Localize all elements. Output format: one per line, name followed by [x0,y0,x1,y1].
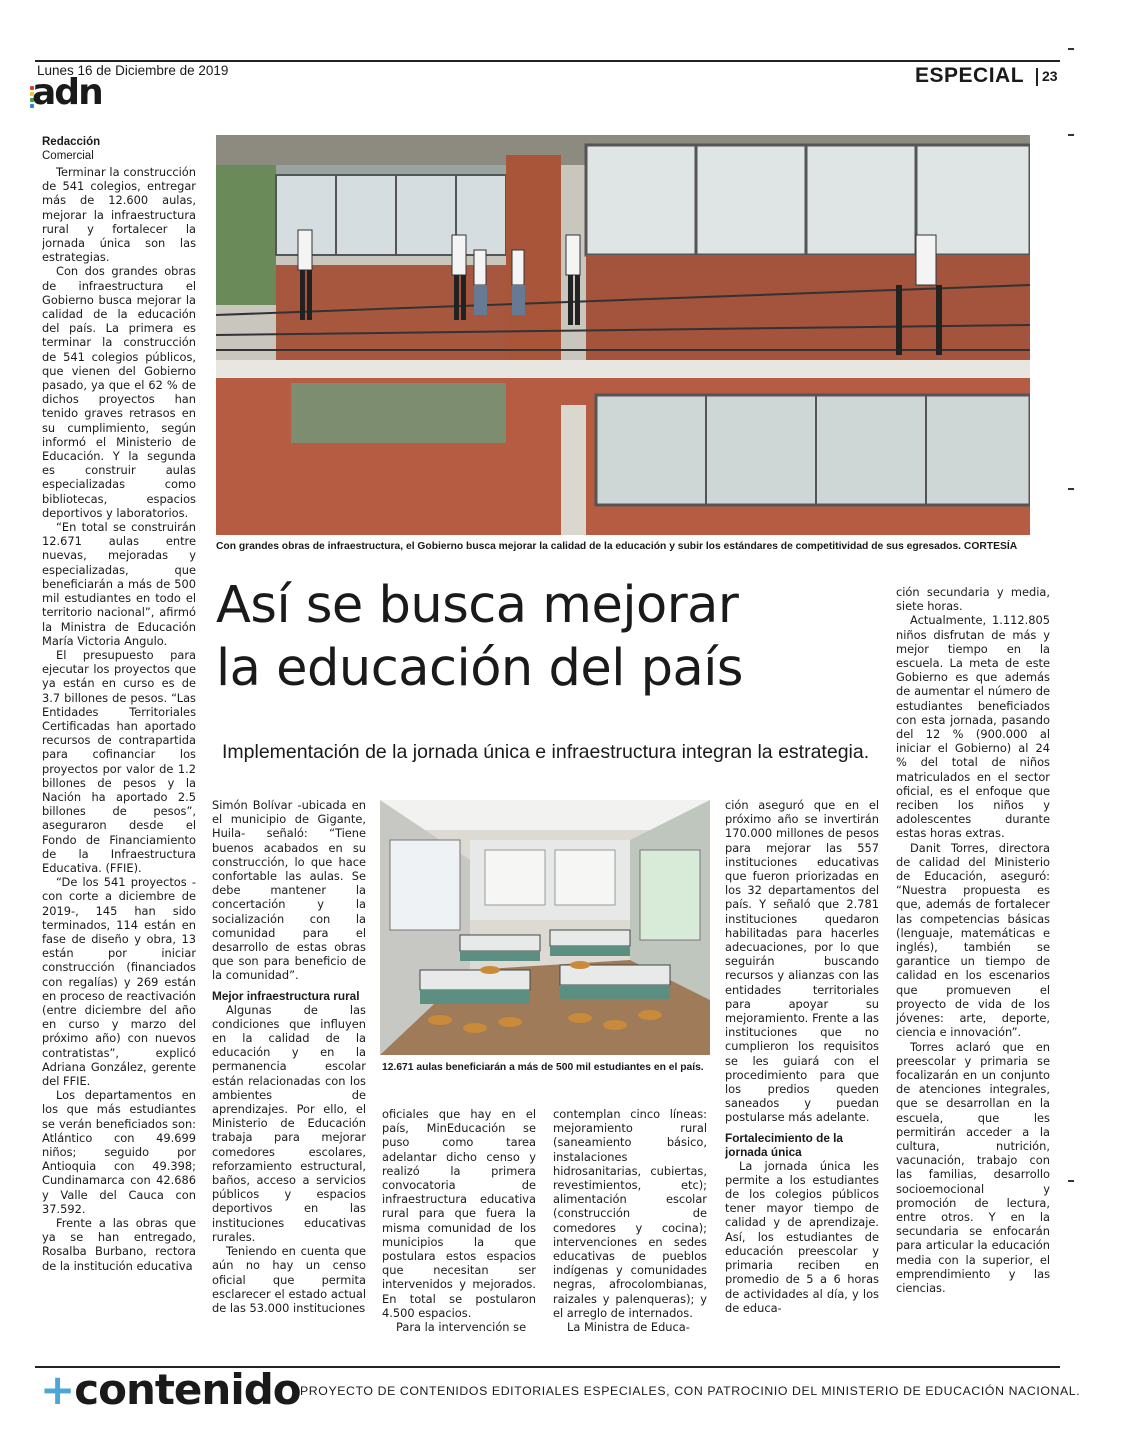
plus-icon: + [40,1365,75,1414]
article-column-1 [42,135,196,1343]
main-photo-school-corridor [216,135,1030,535]
main-caption-text: Con grandes obras de infraestructura, el Gobierno busca mejorar la calidad de la educación y subir los estándares de competitividad de sus egresados. [216,541,962,552]
paragraph: Frente a las obras que ya se han entregado, Rosalba Burbano, rectora de la institución educativa [42,1216,196,1273]
school-building-illustration [216,135,1030,535]
article-column-2 [212,798,366,1343]
section-divider [1036,68,1038,86]
paragraph: ción secundaria y media, siete horas. [896,585,1050,614]
paragraph: Terminar la construcción de 541 colegios, entregar más de 12.600 aulas, mejorar la infraestructura rural y fortalecer la jornada única son las estrategias. [42,165,196,265]
paragraph: Actualmente, 1.112.805 niños disfrutan de más y mejor tiempo en la escuela. La meta de este Gobierno es que además de aumentar el número de estudiantes beneficiados con esta jornada, pasando del 12 % (900.000 al iniciar el Gobierno) al 24 % del total de niños matriculados en el sector oficial, es el enfoque que reciben los niños y adolescentes durante estas horas extras. [896,613,1050,841]
classroom-photo [380,800,710,1055]
paragraph: Con dos grandes obras de infraestructura el Gobierno busca mejorar la calidad de la educación del país. La primera es terminar la construcción de 541 colegios públicos, que vienen del Gobierno pasado, ya que el 62 % de dichos proyectos han tenido graves retrasos en su cumplimiento, según informó el Ministerio de Educación. Y la segunda es construir aulas especializadas como bibliotecas, espacios deportivos y laboratorios. [42,264,196,520]
article-column-4 [553,1107,707,1343]
paragraph: Teniendo en cuenta que aún no hay un censo oficial que permita esclarecer el estado actual de las 53.000 instituciones [212,1244,366,1315]
page-number: 23 [1042,68,1058,84]
paragraph: ción aseguró que en el próximo año se invertirán 170.000 millones de pesos para mejorar las 557 instituciones educativas que fueron priorizadas en los 32 departamentos del país. Y señaló que 2.781 instituciones quedaron habilitadas para hacerles adecuaciones, por lo que seguirán buscando recursos y alianzas con las entidades territoriales para apoyar su mejoramiento. Frente a las instituciones que no cumplieron los requisitos se les guiará con el procedimiento para que los predios queden saneados y puedan postularse más adelante. [725,798,879,1125]
paragraph: Simón Bolívar -ubicada en el municipio de Gigante, Huila- señaló: “Tiene buenos acabados en su construcción, lo que hace confortable las aulas. Se debe mantener la concertación y la socialización con la comunidad para el desarrollo de estas obras que son para beneficio de la comunidad”. [212,798,366,983]
photo-credit: CORTESÍA [963,541,1018,552]
headline-line-2: la educación del país [216,639,743,698]
adn-logo: adn [32,72,102,113]
margin-mark [1068,134,1074,136]
article-column-6 [896,585,1050,1345]
header-rule [35,60,1060,62]
contenido-logo [40,1366,301,1414]
headline-subtitle: Implementación de la jornada única e infraestructura integran la estrategia. [222,741,870,763]
paragraph: “De los 541 proyectos -con corte a diciembre de 2019-, 145 han sido terminados, 114 están en fase de diseño y obra, 13 están por iniciar construcción (financiados con regalías) y 269 están en proceso de reactivación (entre diciembre del año en curso y marzo del próximo año) con nuevos contratistas”, explicó Adriana González, gerente del FFIE. [42,875,196,1088]
paragraph: Danit Torres, directora de calidad del Ministerio de Educación, aseguró: “Nuestra propuesta es que, además de fortalecer las competencias básicas (lenguaje, matemáticas e inglés), también se garantice un tiempo de calidad en los escenarios que promueven el proyecto de vida de los jóvenes: arte, deporte, ciencia e innovación”. [896,840,1050,1040]
byline-section: Comercial [42,150,94,162]
margin-mark [1068,48,1074,50]
classroom-caption: 12.671 aulas beneficiarán a más de 500 mil estudiantes en el país. [382,1062,704,1073]
article-column-3 [382,1107,536,1343]
paragraph: La Ministra de Educa- [567,1320,690,1335]
contenido-wordmark: contenido [74,1365,301,1414]
paragraph: oficiales que hay en el país, MinEducación se puso como tarea adelantar dicho censo y realizó la primera convocatoria de infraestructura educativa rural para que fuera la misma comunidad de los municipios la que postulara estos espacios que necesitan ser intervenidos y mejorados. En total se postularon 4.500 espacios. [382,1107,536,1320]
paragraph: “En total se construirán 12.671 aulas entre nuevas, mejoradas y especializadas, que beneficiarán a más de 500 mil estudiantes en todo el territorio nacional”, afirmó la Ministra de Educación María Victoria Angulo. [42,520,196,648]
headline [216,577,743,697]
headline-line-1: Así se busca mejorar [216,576,739,635]
paragraph: Los departamentos en los que más estudiantes se verán beneficiados son: Atlántico con 49.699 niños; seguido por Antioquia con 49.398; Cundinamarca con 42.686 y Valle del Cauca con 37.592. [42,1088,196,1216]
paragraph: El presupuesto para ejecutar los proyectos que ya están en curso es de 3.7 billones de pesos. “Las Entidades Territoriales Certificadas han aportado recursos de contrapartida para cofinanciar los proyectos por valor de 1.2 billones de pesos y la Nación ha aportado 2.5 billones de pesos”, aseguraron desde el Fondo de Financiamiento de la Infraestructura Educativa. (FFIE). [42,647,196,875]
section-name: ESPECIAL [915,64,1025,87]
margin-mark [1068,1180,1074,1182]
paragraph: La jornada única les permite a los estudiantes de los colegios públicos tener mayor tiempo de calidad y de aprendizaje. Así, los estudiantes de educación preescolar y primaria reciben en promedio de 5 a 6 horas de actividades al día, y los de educa- [725,1158,879,1315]
subhead-jornada-unica: Fortalecimiento de la jornada única [725,1130,843,1159]
byline-name: Redacción [42,136,101,148]
classroom-illustration [380,800,710,1055]
paragraph: contemplan cinco líneas: mejoramiento rural (saneamiento básico, instalaciones hidrosanitarias, cubiertas, revestimientos, etc); alimentación escolar (construcción de comedores y cocina); intervenciones en sedes educativas de pueblos indígenas y comunidades negras, afrocolombianas, raizales y palenqueras); y el arreglo de internados. [553,1107,707,1320]
margin-mark [1068,488,1074,490]
footer-sponsor-text: PROYECTO DE CONTENIDOS EDITORIALES ESPECIALES, CON PATROCINIO DEL MINISTERIO DE EDUCACIÓN NACIONAL. [300,1384,1081,1398]
main-photo-caption [216,540,1017,553]
subhead-rural: Mejor infraestructura rural [212,988,360,1003]
paragraph: Para la intervención se [396,1320,527,1335]
paragraph: Algunas de las condiciones que influyen en la calidad de la educación y en la permanencia escolar están relacionadas con los ambientes de aprendizajes. Por ello, el Ministerio de Educación trabaja para mejorar comedores escolares, reforzamiento estructural, baños, acceso a servicios públicos y espacios deportivos en las instituciones educativas rurales. [212,1002,366,1244]
paragraph: Torres aclaró que en preescolar y primaria se focalizarán en un conjunto de atenciones integrales, que se desarrollan en la escuela, que les permitirán acceder a la cultura, nutrición, vacunación, trabajo con las familias, desarrollo socioemocional y promoción de lectura, entre otros. Y en la secundaria se enfocarán para articular la educación media con la superior, el emprendimiento y las ciencias. [896,1039,1050,1295]
publication-date: Lunes 16 de Diciembre de 2019 [37,63,229,78]
article-column-5 [725,798,879,1343]
